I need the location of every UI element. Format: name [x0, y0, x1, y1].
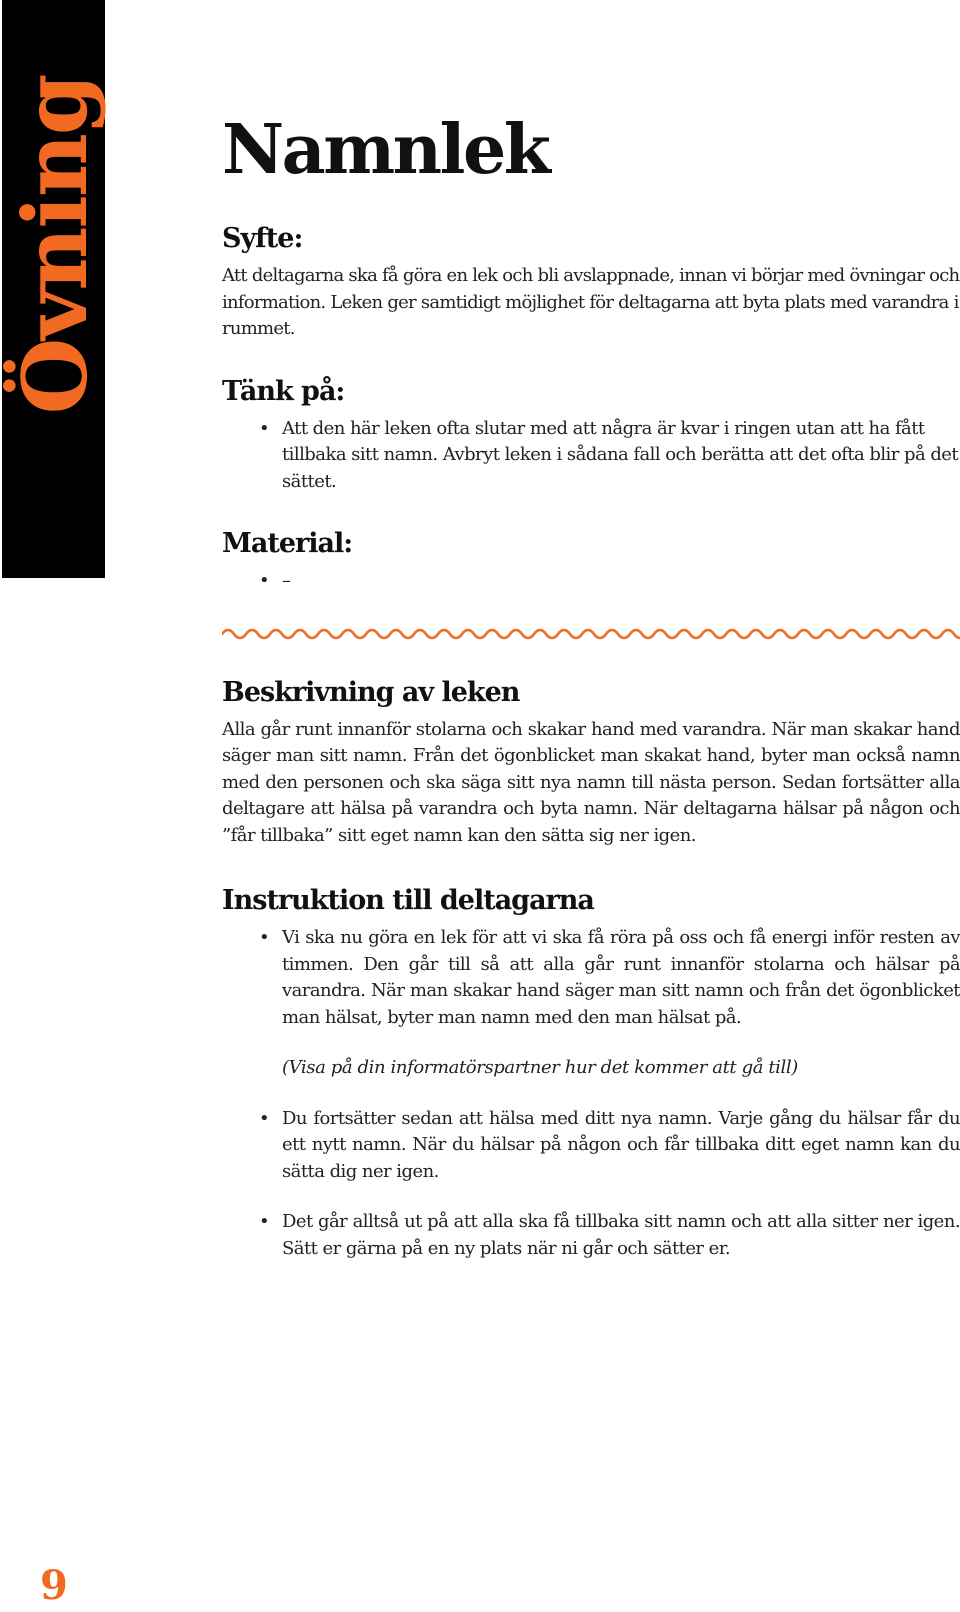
bullet-list	[222, 1209, 960, 1262]
sidebar-label: Övning	[3, 75, 107, 415]
list-item: • Vi ska nu göra en lek för att vi ska få röra på oss och få energi inför resten av timmen. Den går till så att alla går runt innanför stolarna och hälsar på varandra. När man skakar hand säger man sitt namn och från det ögonblicket man hälsat, byter man namn med den man hälsat på.	[222, 925, 960, 1031]
bullet-list	[222, 568, 960, 595]
section-heading: Tänk på:	[222, 375, 345, 407]
section-heading: Instruktion till deltagarna	[222, 885, 594, 916]
list-item: • Du fortsätter sedan att hälsa med ditt nya namn. Varje gång du hälsar får du ett nytt namn. När du hälsar på någon och får tillbaka ditt eget namn kan du sätta dig ner igen.	[222, 1106, 960, 1186]
bullet-list	[222, 416, 960, 496]
section-instruktion	[222, 883, 960, 1262]
list-item: • –	[222, 568, 960, 595]
section-material	[222, 526, 960, 595]
main-content	[222, 106, 960, 1262]
page-number: 9	[40, 1562, 68, 1609]
page-title: Namnlek	[222, 110, 549, 190]
section-text: Alla går runt innanför stolarna och skakar hand med varandra. När man skakar hand säger man sitt namn. Från det ögonblicket man skakat hand, byter man också namn med den personen och ska säga sitt nya namn till nästa person. Sedan fortsätter alla deltagare att hälsa på varandra och byta namn. När deltagarna hälsar på någon och ”får tillbaka” sitt eget namn kan den sätta sig ner igen.	[222, 718, 960, 846]
bullet-list	[222, 1106, 960, 1186]
wavy-divider-icon	[222, 625, 960, 641]
list-item: • Att den här leken ofta slutar med att några är kvar i ringen utan att ha fått tillbaka sitt namn. Avbryt leken i sådana fall och berätta att det ofta blir på det sättet.	[222, 416, 960, 496]
sidebar-band	[2, 0, 105, 578]
section-heading: Syfte:	[222, 223, 303, 254]
section-beskrivning	[222, 675, 960, 850]
section-heading: Beskrivning av leken	[222, 676, 520, 708]
list-item: • Det går alltså ut på att alla ska få tillbaka sitt namn och att alla sitter ner igen. Sätt er gärna på en ny plats när ni går och sätter er.	[222, 1209, 960, 1262]
instruction-note: (Visa på din informatörspartner hur det kommer att gå till)	[282, 1057, 798, 1078]
section-tank-pa	[222, 374, 960, 496]
section-heading: Material:	[222, 528, 353, 559]
section-syfte	[222, 221, 960, 343]
bullet-list	[222, 925, 960, 1031]
section-text: Att deltagarna ska få göra en lek och bli avslappnade, innan vi börjar med övningar och information. Leken ger samtidigt möjlighet för deltagarna att byta plats med varandra i rummet.	[222, 265, 960, 339]
